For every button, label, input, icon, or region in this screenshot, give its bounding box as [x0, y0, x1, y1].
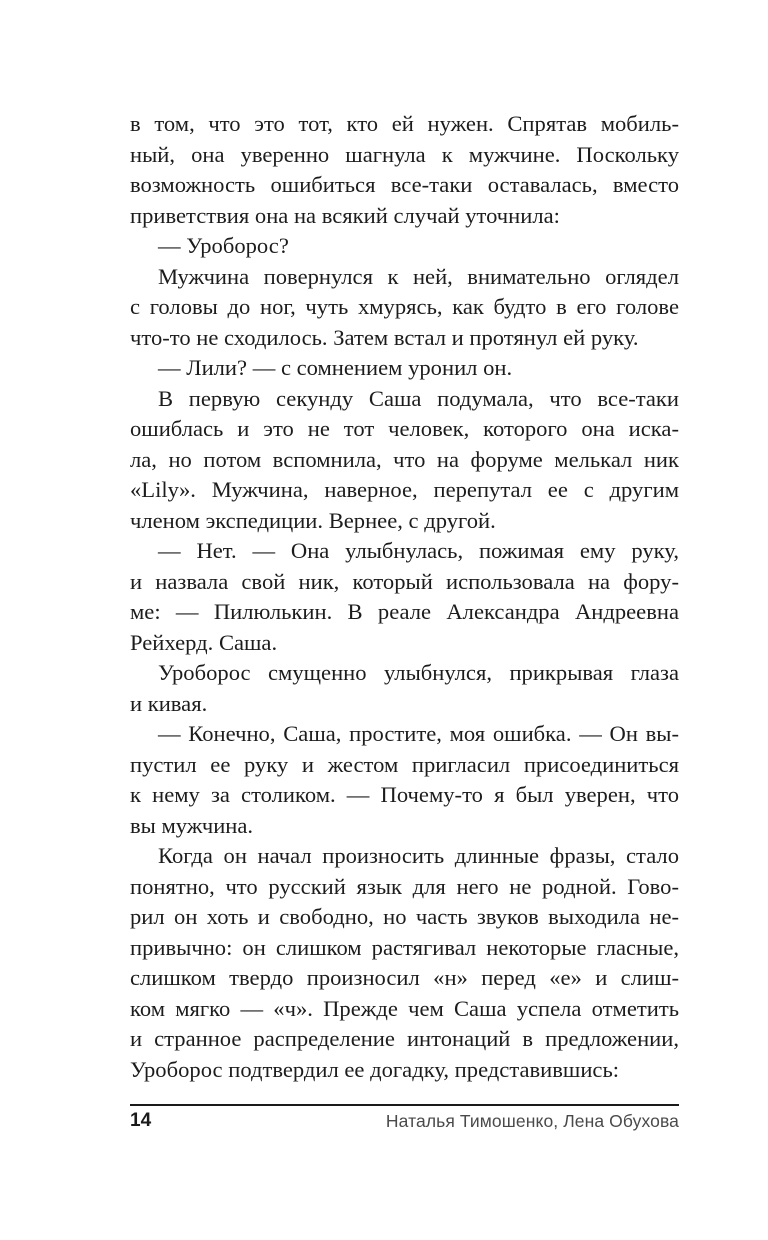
- text-line: ла, но потом вспомнила, что на форуме мелькал ник: [130, 446, 679, 472]
- text-line: Рейхерд. Саша.: [130, 629, 278, 655]
- text-line: «Lily». Мужчина, наверное, перепутал ее с другим: [130, 477, 679, 502]
- text-line: и странное распределение интонаций в предложении,: [130, 1026, 679, 1051]
- page-number: 14: [130, 1110, 152, 1131]
- text-line: в том, что это тот, кто ей нужен. Спрятав мобиль-: [130, 111, 679, 136]
- text-line: ком мягко — «ч». Прежде чем Саша успела отметить: [130, 995, 679, 1021]
- text-line: Когда он начал произносить длинные фразы, стало: [158, 843, 679, 868]
- body-text: [130, 109, 679, 1085]
- text-line: привычно: он слишком растягивал некоторые гласные,: [130, 934, 679, 960]
- text-line: что-то не сходилось. Затем встал и протянул ей руку.: [130, 324, 639, 350]
- text-line: В первую секунду Саша подумала, что все-таки: [158, 385, 679, 411]
- text-line: ный, она уверенно шагнула к мужчине. Поскольку: [130, 141, 679, 167]
- text-line: с головы до ног, чуть хмурясь, как будто в его голове: [130, 294, 679, 319]
- text-line: возможность ошибиться все-таки оставалась, вместо: [130, 172, 679, 197]
- text-line: слишком твердо произносил «н» перед «е» и слиш-: [130, 965, 679, 990]
- text-line: — Лили? — с сомнением уронил он.: [158, 355, 513, 380]
- footer-rule: [130, 1104, 679, 1106]
- text-line: и кивая.: [130, 690, 208, 716]
- text-line: ошиблась и это не тот человек, которого она иска-: [130, 416, 679, 441]
- text-line: к нему за столиком. — Почему-то я был уверен, что: [130, 782, 679, 807]
- page-footer: [130, 1110, 679, 1136]
- text-line: приветствия она на всякий случай уточнила:: [130, 202, 560, 228]
- text-line: понятно, что русский язык для него не родной. Гово-: [130, 873, 679, 899]
- running-title: Наталья Тимошенко, Лена Обухова: [385, 1111, 679, 1131]
- text-line: рил он хоть и свободно, но часть звуков выходила не-: [130, 904, 679, 929]
- text-line: — Уроборос?: [158, 233, 289, 258]
- text-line: членом экспедиции. Вернее, с другой.: [130, 507, 496, 533]
- text-line: Уроборос смущенно улыбнулся, прикрывая глаза: [158, 660, 679, 685]
- text-line: — Конечно, Саша, простите, моя ошибка. — Он вы-: [158, 721, 679, 746]
- text-line: пустил ее руку и жестом пригласил присоединиться: [130, 751, 679, 777]
- text-line: ме: — Пилюлькин. В реале Александра Андреевна: [130, 599, 679, 624]
- text-line: — Нет. — Она улыбнулась, пожимая ему руку,: [158, 538, 679, 563]
- text-line: и назвала свой ник, который использовала на фору-: [130, 568, 679, 594]
- text-line: вы мужчина.: [130, 812, 254, 838]
- text-line: Уроборос подтвердил ее догадку, представившись:: [130, 1056, 620, 1082]
- text-line: Мужчина повернулся к ней, внимательно оглядел: [158, 263, 679, 289]
